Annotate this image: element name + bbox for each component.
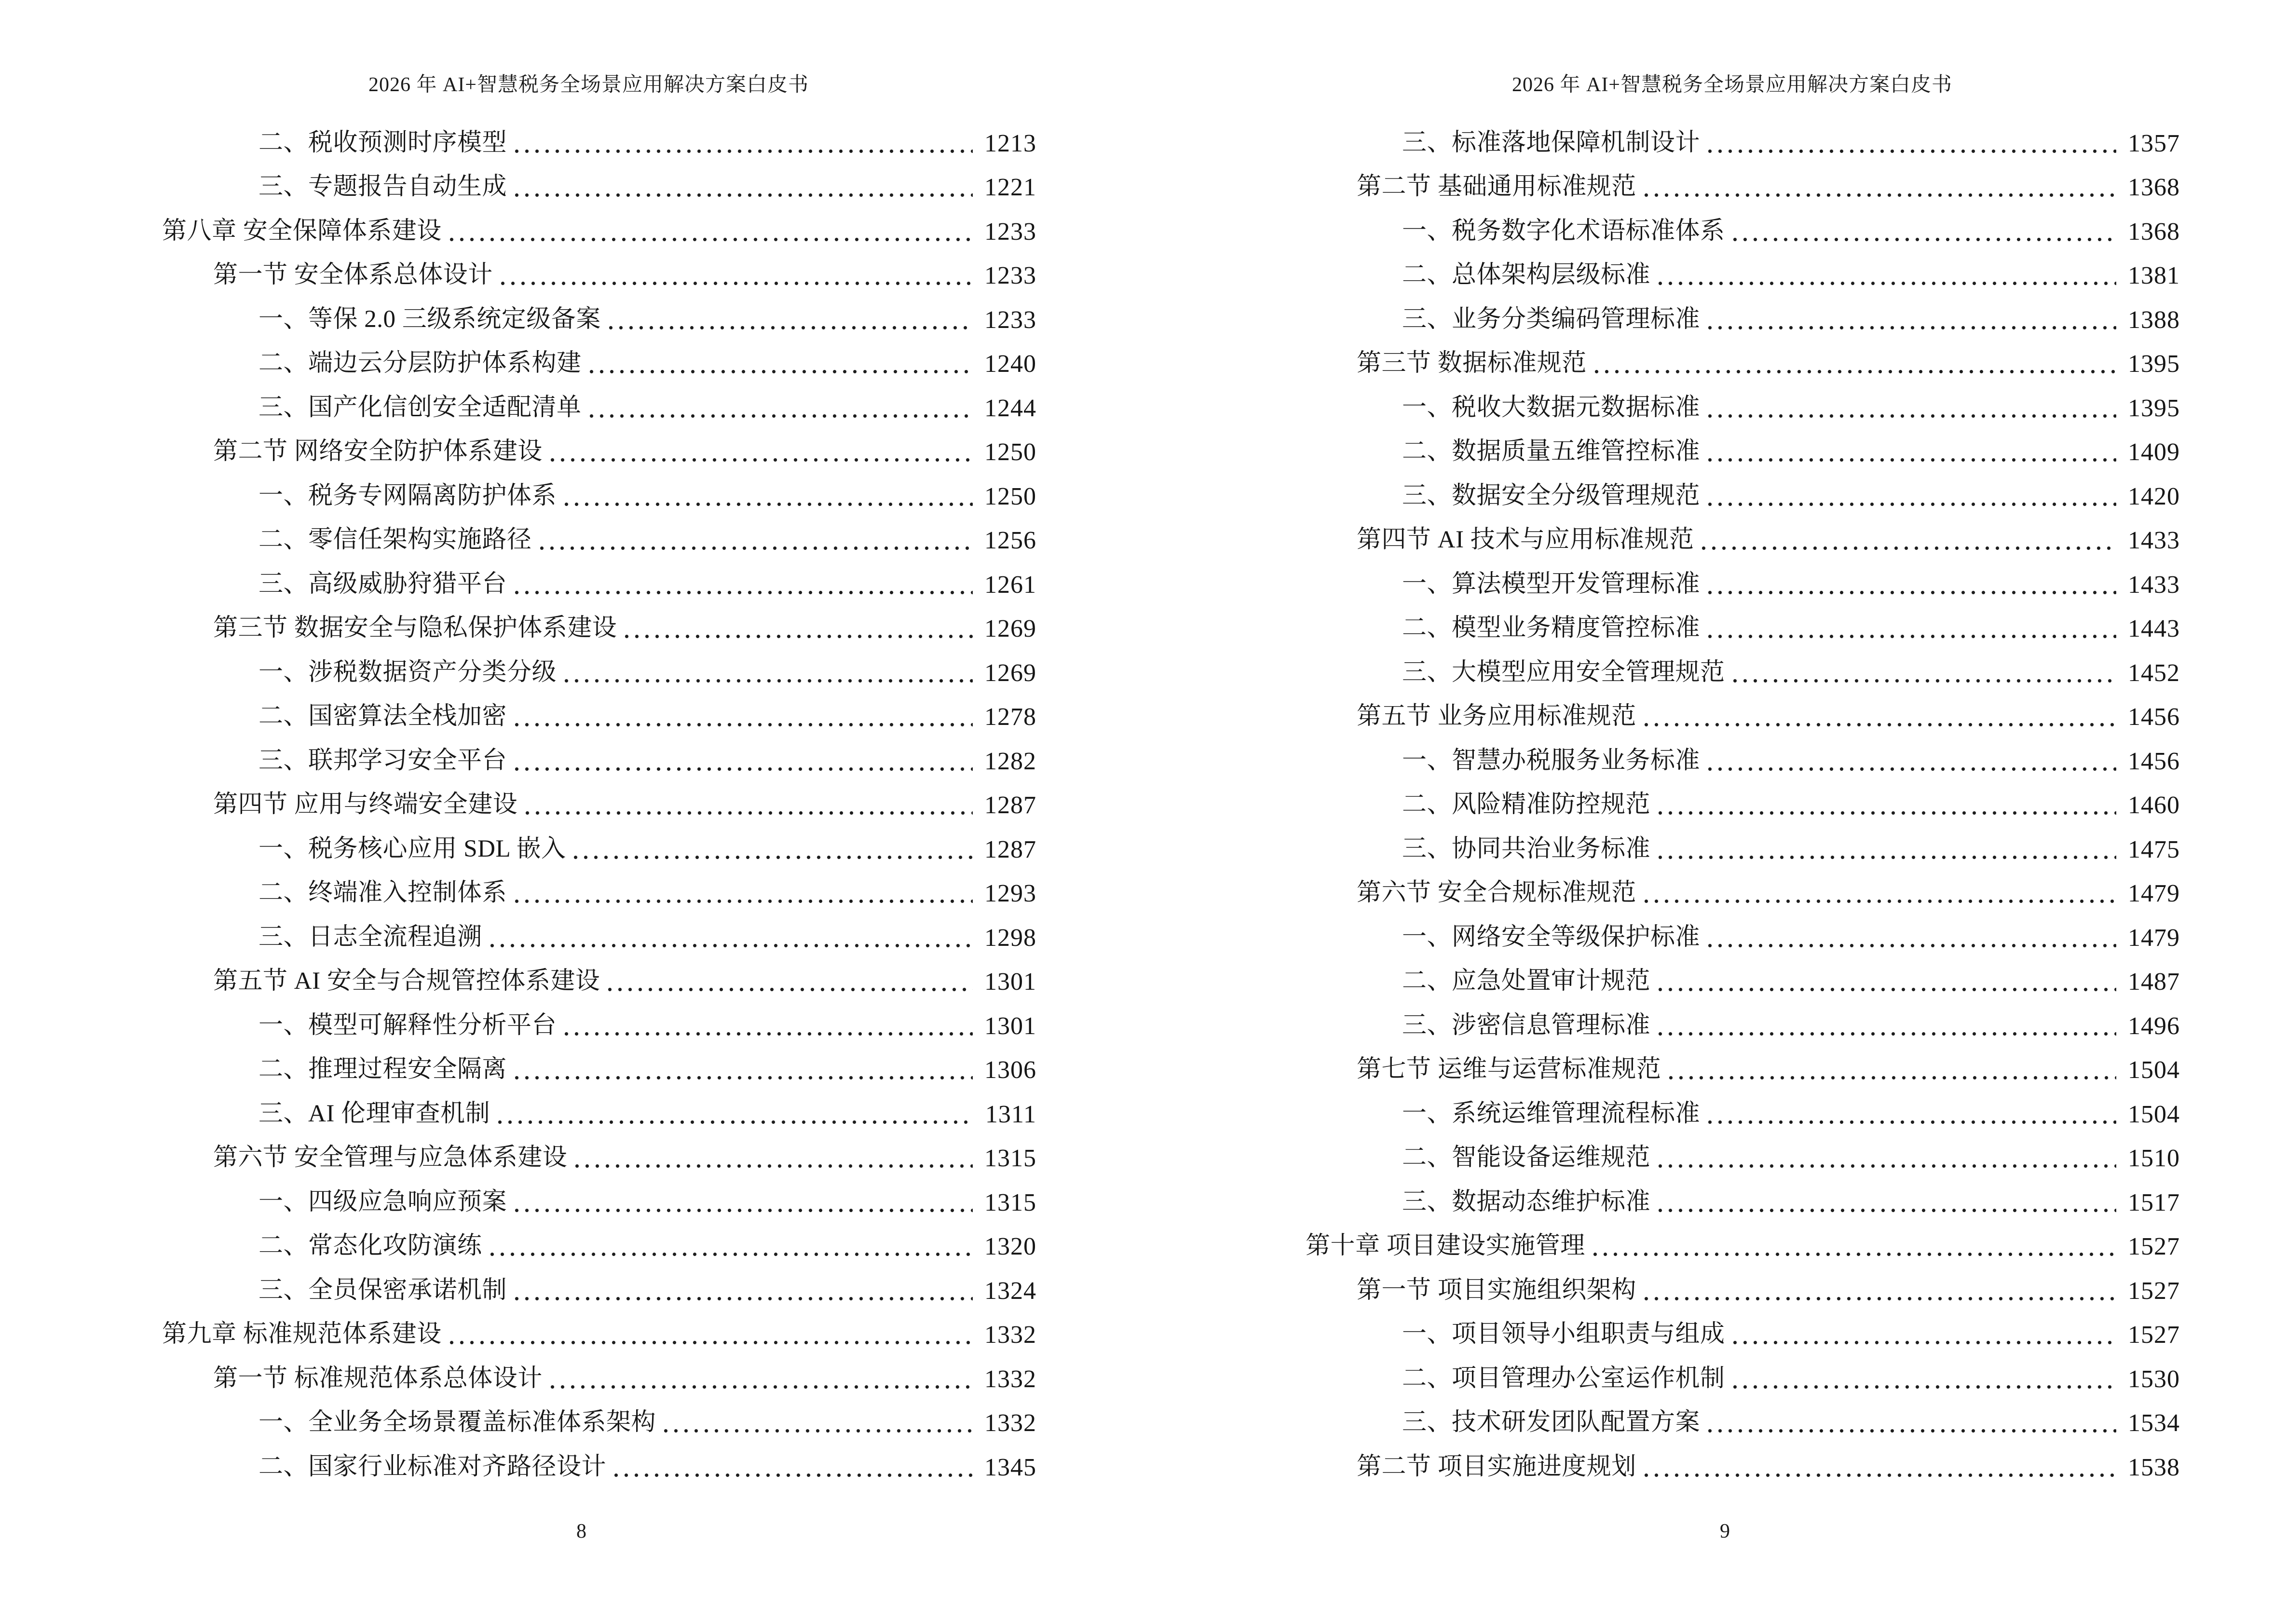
toc-entry-page-number: 1233 — [984, 306, 1036, 334]
dot-leader — [1730, 237, 2116, 242]
toc-entry — [259, 737, 1036, 781]
toc-entry-page-number: 1293 — [984, 880, 1036, 907]
dot-leader — [512, 766, 973, 772]
toc-entry-label: 一、税务数字化术语标准体系 — [1402, 217, 1725, 245]
toc-entry — [259, 870, 1036, 914]
toc-entry-page-number: 1261 — [984, 571, 1036, 599]
toc-entry-label: 二、总体架构层级标准 — [1402, 261, 1651, 288]
dot-leader — [1641, 722, 2116, 727]
dot-leader — [512, 1296, 973, 1301]
dot-leader — [1666, 1075, 2116, 1080]
toc-entry-page-number: 1282 — [984, 747, 1036, 775]
toc-entry-label: 第二节 基础通用标准规范 — [1357, 173, 1636, 200]
toc-entry — [1357, 693, 2180, 737]
toc-entry-label: 二、项目管理办公室运作机制 — [1402, 1365, 1725, 1392]
toc-entry-page-number: 1456 — [2128, 747, 2180, 775]
toc-entry-label: 第二节 项目实施进度规划 — [1357, 1453, 1636, 1480]
toc-list — [1306, 119, 2180, 1488]
toc-entry-page-number: 1233 — [984, 218, 1036, 246]
toc-entry-page-number: 1213 — [984, 129, 1036, 157]
toc-entry — [1357, 870, 2180, 914]
toc-entry-label: 一、算法模型开发管理标准 — [1402, 570, 1701, 598]
toc-entry-page-number: 1298 — [984, 924, 1036, 952]
toc-entry — [259, 1090, 1036, 1134]
toc-entry — [1306, 1223, 2180, 1267]
toc-entry-label: 第四节 应用与终端安全建设 — [213, 791, 518, 818]
toc-entry-page-number: 1244 — [984, 394, 1036, 422]
page-header: 2026 年 AI+智慧税务全场景应用解决方案白皮书 — [1511, 74, 1952, 96]
toc-entry — [213, 428, 1036, 473]
page-footer: 9 — [1720, 1520, 1730, 1542]
toc-entry-page-number: 1496 — [2128, 1012, 2180, 1040]
toc-entry — [259, 1399, 1036, 1444]
toc-entry-page-number: 1332 — [984, 1365, 1036, 1393]
dot-leader — [537, 546, 973, 551]
toc-entry — [259, 164, 1036, 208]
page-right — [1144, 0, 2287, 1624]
dot-leader — [561, 1031, 973, 1037]
dot-leader — [1655, 281, 2116, 286]
toc-entry-label: 二、数据质量五维管控标准 — [1402, 438, 1701, 465]
dot-leader — [522, 810, 973, 816]
dot-leader — [1655, 855, 2116, 860]
toc-entry-page-number: 1504 — [2128, 1056, 2180, 1084]
dot-leader — [1590, 1252, 2116, 1257]
toc-entry — [213, 958, 1036, 1002]
dot-leader — [1730, 1340, 2116, 1345]
toc-entry-label: 二、智能设备运维规范 — [1402, 1144, 1651, 1171]
toc-entry-label: 第三节 数据安全与隐私保护体系建设 — [213, 614, 617, 641]
dot-leader — [1705, 1428, 2116, 1433]
dot-leader — [1655, 987, 2116, 992]
toc-entry-label: 二、模型业务精度管控标准 — [1402, 614, 1701, 641]
toc-entry-label: 一、模型可解释性分析平台 — [259, 1011, 557, 1039]
toc-entry-label: 二、应急处置审计规范 — [1402, 968, 1651, 995]
dot-leader — [487, 943, 973, 948]
toc-entry-label: 三、联邦学习安全平台 — [259, 747, 507, 774]
dot-leader — [622, 634, 973, 639]
toc-entry-page-number: 1517 — [2128, 1188, 2180, 1216]
toc-entry — [1402, 472, 2180, 517]
toc-entry-page-number: 1269 — [984, 615, 1036, 642]
dot-leader — [512, 192, 973, 198]
toc-entry — [1402, 1090, 2180, 1134]
toc-entry — [1357, 1046, 2180, 1091]
toc-entry-page-number: 1240 — [984, 350, 1036, 378]
toc-entry-label: 一、四级应急响应预案 — [259, 1188, 507, 1215]
toc-entry — [1357, 517, 2180, 561]
dot-leader — [1641, 192, 2116, 198]
dot-leader — [1592, 369, 2116, 374]
toc-entry-page-number: 1332 — [984, 1321, 1036, 1349]
dot-leader — [512, 1208, 973, 1213]
dot-leader — [571, 855, 973, 860]
toc-entry-label: 二、国密算法全栈加密 — [259, 703, 507, 730]
toc-entry — [213, 252, 1036, 296]
toc-entry-label: 二、税收预测时序模型 — [259, 129, 507, 156]
toc-entry-page-number: 1315 — [984, 1188, 1036, 1216]
toc-entry-label: 三、技术研发团队配置方案 — [1402, 1409, 1701, 1436]
toc-entry — [259, 1002, 1036, 1046]
toc-entry-label: 一、系统运维管理流程标准 — [1402, 1100, 1701, 1127]
toc-entry — [1402, 119, 2180, 164]
toc-entry-page-number: 1433 — [2128, 527, 2180, 554]
toc-entry — [259, 1178, 1036, 1223]
dot-leader — [547, 1384, 973, 1390]
dot-leader — [1655, 1208, 2116, 1213]
toc-entry-label: 三、标准落地保障机制设计 — [1402, 129, 1701, 156]
toc-entry — [259, 560, 1036, 605]
dot-leader — [561, 678, 973, 683]
toc-entry-page-number: 1388 — [2128, 306, 2180, 334]
toc-entry-page-number: 1527 — [2128, 1233, 2180, 1260]
toc-entry-label: 二、常态化攻防演练 — [259, 1232, 482, 1259]
dot-leader — [512, 899, 973, 904]
toc-entry — [259, 1223, 1036, 1267]
dot-leader — [586, 369, 973, 374]
toc-entry — [259, 825, 1036, 870]
toc-entry — [213, 605, 1036, 649]
dot-leader — [1699, 546, 2116, 551]
toc-entry — [259, 649, 1036, 693]
dot-leader — [661, 1428, 973, 1433]
toc-entry — [1402, 649, 2180, 693]
toc-entry — [1402, 560, 2180, 605]
toc-entry-page-number: 1452 — [2128, 659, 2180, 687]
dot-leader — [1655, 810, 2116, 816]
toc-entry — [1402, 825, 2180, 870]
toc-entry-page-number: 1287 — [984, 835, 1036, 863]
toc-entry-label: 一、税务专网隔离防护体系 — [259, 482, 557, 509]
toc-entry-label: 三、AI 伦理审查机制 — [259, 1100, 490, 1127]
toc-entry — [1402, 1355, 2180, 1399]
toc-entry-page-number: 1395 — [2128, 394, 2180, 422]
toc-entry-label: 二、终端准入控制体系 — [259, 879, 507, 906]
toc-entry-page-number: 1250 — [984, 438, 1036, 466]
dot-leader — [1705, 325, 2116, 330]
dot-leader — [1705, 943, 2116, 948]
toc-entry — [259, 1046, 1036, 1091]
toc-entry-label: 三、业务分类编码管理标准 — [1402, 305, 1701, 333]
dot-leader — [1705, 502, 2116, 507]
toc-entry-label: 二、零信任架构实施路径 — [259, 526, 532, 553]
toc-entry-page-number: 1301 — [984, 1012, 1036, 1040]
toc-entry-page-number: 1256 — [984, 527, 1036, 554]
toc-entry — [213, 1355, 1036, 1399]
dot-leader — [512, 149, 973, 154]
toc-entry-page-number: 1381 — [2128, 262, 2180, 289]
dot-leader — [447, 237, 973, 242]
toc-entry-page-number: 1420 — [2128, 482, 2180, 510]
toc-entry-label: 第一节 项目实施组织架构 — [1357, 1276, 1636, 1304]
toc-entry-page-number: 1479 — [2128, 924, 2180, 952]
toc-entry-page-number: 1221 — [984, 174, 1036, 201]
toc-entry — [162, 207, 1036, 252]
toc-entry-page-number: 1287 — [984, 792, 1036, 819]
toc-entry-page-number: 1475 — [2128, 835, 2180, 863]
dot-leader — [1655, 1163, 2116, 1169]
dot-leader — [1705, 1119, 2116, 1125]
toc-entry-label: 第二节 网络安全防护体系建设 — [213, 438, 543, 465]
toc-entry-label: 三、涉密信息管理标准 — [1402, 1011, 1651, 1039]
toc-entry-page-number: 1510 — [2128, 1145, 2180, 1172]
dot-leader — [1641, 1296, 2116, 1301]
toc-entry-label: 第六节 安全合规标准规范 — [1357, 879, 1636, 906]
toc-entry — [259, 296, 1036, 340]
toc-list — [162, 119, 1036, 1488]
toc-entry-page-number: 1345 — [984, 1453, 1036, 1481]
toc-entry — [1402, 252, 2180, 296]
toc-entry-label: 第五节 业务应用标准规范 — [1357, 703, 1636, 730]
toc-entry-label: 二、端边云分层防护体系构建 — [259, 350, 582, 377]
toc-entry-page-number: 1233 — [984, 262, 1036, 289]
toc-entry-label: 二、国家行业标准对齐路径设计 — [259, 1453, 607, 1480]
toc-entry-page-number: 1479 — [2128, 880, 2180, 907]
toc-entry-label: 三、专题报告自动生成 — [259, 173, 507, 200]
toc-entry-page-number: 1504 — [2128, 1100, 2180, 1128]
dot-leader — [547, 457, 973, 463]
toc-entry-page-number: 1460 — [2128, 792, 2180, 819]
toc-entry — [259, 914, 1036, 958]
toc-entry-page-number: 1315 — [984, 1145, 1036, 1172]
toc-entry — [1402, 384, 2180, 428]
toc-entry — [259, 119, 1036, 164]
toc-entry-label: 三、高级威胁狩猎平台 — [259, 570, 507, 598]
toc-entry-label: 第十章 项目建设实施管理 — [1306, 1232, 1585, 1259]
toc-entry — [1402, 1311, 2180, 1355]
toc-entry — [1402, 1399, 2180, 1444]
toc-entry-page-number: 1443 — [2128, 615, 2180, 642]
dot-leader — [611, 1473, 973, 1478]
dot-leader — [1641, 899, 2116, 904]
dot-leader — [1705, 634, 2116, 639]
toc-entry — [1357, 164, 2180, 208]
toc-entry-label: 三、协同共治业务标准 — [1402, 835, 1651, 862]
dot-leader — [1705, 457, 2116, 463]
toc-entry — [259, 693, 1036, 737]
toc-entry — [259, 1267, 1036, 1311]
toc-entry-label: 二、推理过程安全隔离 — [259, 1056, 507, 1083]
toc-entry — [1402, 1134, 2180, 1179]
dot-leader — [512, 1075, 973, 1080]
toc-entry-page-number: 1332 — [984, 1409, 1036, 1437]
page-header: 2026 年 AI+智慧税务全场景应用解决方案白皮书 — [368, 74, 809, 96]
toc-entry — [1402, 1178, 2180, 1223]
toc-entry-page-number: 1530 — [2128, 1365, 2180, 1393]
toc-entry-label: 第六节 安全管理与应急体系建设 — [213, 1144, 568, 1171]
dot-leader — [586, 413, 973, 419]
toc-entry-label: 一、全业务全场景覆盖标准体系架构 — [259, 1409, 656, 1436]
toc-entry — [1402, 605, 2180, 649]
toc-entry-page-number: 1527 — [2128, 1277, 2180, 1305]
toc-entry — [1402, 1002, 2180, 1046]
dot-leader — [1705, 590, 2116, 595]
toc-entry — [259, 384, 1036, 428]
dot-leader — [498, 281, 973, 286]
dot-leader — [572, 1163, 973, 1169]
dot-leader — [1655, 1031, 2116, 1037]
toc-entry — [259, 1443, 1036, 1488]
toc-entry — [259, 340, 1036, 384]
toc-entry-page-number: 1534 — [2128, 1409, 2180, 1437]
toc-entry — [259, 472, 1036, 517]
dot-leader — [1705, 766, 2116, 772]
toc-entry-page-number: 1306 — [984, 1056, 1036, 1084]
toc-entry-page-number: 1320 — [984, 1233, 1036, 1260]
toc-entry-page-number: 1357 — [2128, 129, 2180, 157]
dot-leader — [606, 325, 973, 330]
toc-entry-label: 第五节 AI 安全与合规管控体系建设 — [213, 968, 600, 995]
toc-entry — [1357, 1267, 2180, 1311]
toc-entry-page-number: 1456 — [2128, 703, 2180, 731]
toc-entry — [213, 1134, 1036, 1179]
toc-entry-label: 三、数据动态维护标准 — [1402, 1188, 1651, 1215]
dot-leader — [495, 1119, 973, 1125]
toc-entry-label: 三、全员保密承诺机制 — [259, 1276, 507, 1304]
dot-leader — [447, 1340, 973, 1345]
toc-entry-page-number: 1433 — [2128, 571, 2180, 599]
toc-entry-label: 一、项目领导小组职责与组成 — [1402, 1321, 1725, 1348]
toc-entry-label: 第九章 标准规范体系建设 — [162, 1321, 442, 1348]
toc-entry-label: 一、网络安全等级保护标准 — [1402, 923, 1701, 951]
toc-entry-page-number: 1395 — [2128, 350, 2180, 378]
toc-entry — [162, 1311, 1036, 1355]
toc-entry-page-number: 1487 — [2128, 968, 2180, 996]
dot-leader — [1705, 149, 2116, 154]
dot-leader — [1705, 413, 2116, 419]
toc-entry-page-number: 1368 — [2128, 174, 2180, 201]
toc-entry-label: 第一节 标准规范体系总体设计 — [213, 1365, 543, 1392]
toc-entry-page-number: 1301 — [984, 968, 1036, 996]
dot-leader — [1730, 1384, 2116, 1390]
toc-entry-label: 一、涉税数据资产分类分级 — [259, 658, 557, 686]
toc-entry — [1357, 340, 2180, 384]
toc-entry-page-number: 1409 — [2128, 438, 2180, 466]
toc-entry-label: 三、大模型应用安全管理规范 — [1402, 658, 1725, 686]
toc-entry — [1357, 1443, 2180, 1488]
page-footer: 8 — [576, 1520, 586, 1542]
toc-entry — [259, 517, 1036, 561]
toc-entry-label: 第一节 安全体系总体设计 — [213, 261, 493, 288]
toc-entry-label: 一、税务核心应用 SDL 嵌入 — [259, 835, 566, 862]
dot-leader — [512, 590, 973, 595]
toc-entry — [1402, 737, 2180, 781]
dot-leader — [487, 1252, 973, 1257]
toc-entry-label: 第七节 运维与运营标准规范 — [1357, 1056, 1661, 1083]
dot-leader — [605, 987, 973, 992]
toc-entry-page-number: 1324 — [984, 1277, 1036, 1305]
toc-entry-label: 三、日志全流程追溯 — [259, 923, 482, 951]
toc-entry — [213, 781, 1036, 826]
toc-entry-page-number: 1368 — [2128, 218, 2180, 246]
dot-leader — [1730, 678, 2116, 683]
toc-entry-label: 第三节 数据标准规范 — [1357, 350, 1587, 377]
toc-entry-page-number: 1311 — [985, 1100, 1036, 1128]
dot-leader — [1641, 1473, 2116, 1478]
toc-entry-label: 第四节 AI 技术与应用标准规范 — [1357, 526, 1694, 553]
toc-entry-label: 第八章 安全保障体系建设 — [162, 217, 442, 245]
toc-entry-label: 一、等保 2.0 三级系统定级备案 — [259, 305, 601, 333]
toc-entry-page-number: 1527 — [2128, 1321, 2180, 1349]
toc-entry-page-number: 1538 — [2128, 1453, 2180, 1481]
dot-leader — [561, 502, 973, 507]
toc-entry-page-number: 1269 — [984, 659, 1036, 687]
toc-entry-label: 一、税收大数据元数据标准 — [1402, 394, 1701, 421]
toc-entry-page-number: 1250 — [984, 482, 1036, 510]
toc-entry — [1402, 958, 2180, 1002]
toc-entry — [1402, 914, 2180, 958]
toc-entry-page-number: 1278 — [984, 703, 1036, 731]
toc-entry-label: 二、风险精准防控规范 — [1402, 791, 1651, 818]
toc-entry — [1402, 428, 2180, 473]
toc-entry-label: 三、国产化信创安全适配清单 — [259, 394, 582, 421]
toc-entry — [1402, 207, 2180, 252]
toc-entry-label: 一、智慧办税服务业务标准 — [1402, 747, 1701, 774]
toc-entry — [1402, 296, 2180, 340]
toc-entry — [1402, 781, 2180, 826]
dot-leader — [512, 722, 973, 727]
toc-entry-label: 三、数据安全分级管理规范 — [1402, 482, 1701, 509]
